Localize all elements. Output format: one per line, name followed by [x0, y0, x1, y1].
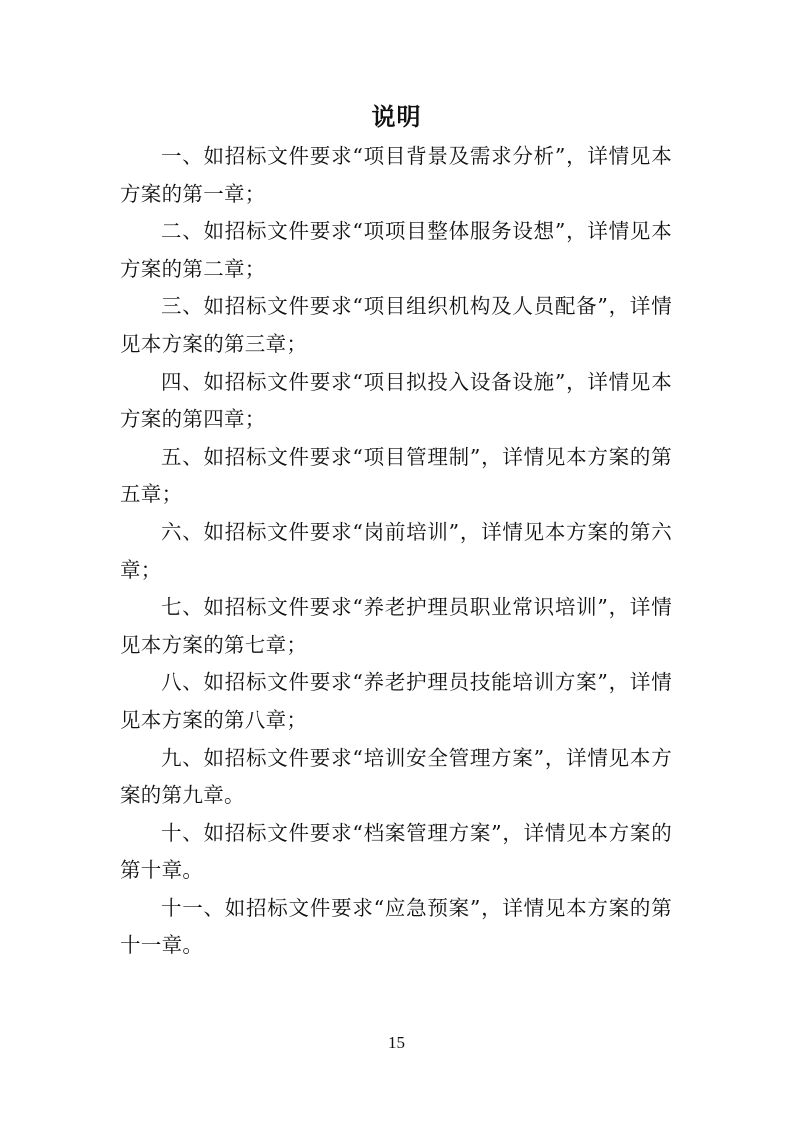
paragraph-8: 八、如招标文件要求“养老护理员技能培训方案”，详情见本方案的第八章；: [120, 670, 672, 732]
paragraph-10: 十、如招标文件要求“档案管理方案”，详情见本方案的第十章。: [120, 820, 672, 883]
paragraph-5: 五、如招标文件要求“项目管理制”，详情见本方案的第五章；: [120, 444, 672, 507]
paragraph-6: 六、如招标文件要求“岗前培训”，详情见本方案的第六章；: [120, 519, 672, 582]
page-title: 说明: [371, 103, 422, 131]
paragraph-9: 九、如招标文件要求“培训安全管理方案”，详情见本方案的第九章。: [120, 745, 672, 808]
paragraph-3: 三、如招标文件要求“项目组织机构及人员配备”，详情见本方案的第三章；: [120, 294, 672, 356]
paragraph-11: 十一、如招标文件要求“应急预案”，详情见本方案的第十一章。: [120, 895, 672, 958]
paragraph-4: 四、如招标文件要求“项目拟投入设备设施”，详情见本方案的第四章；: [120, 369, 672, 432]
paragraph-7: 七、如招标文件要求“养老护理员职业常识培训”，详情见本方案的第七章；: [120, 595, 672, 657]
document-body: [120, 138, 672, 965]
paragraph-2: 二、如招标文件要求“项项目整体服务设想”，详情见本方案的第二章；: [120, 219, 672, 281]
page-number: 15: [388, 1033, 405, 1052]
paragraph-1: 一、如招标文件要求“项目背景及需求分析”，详情见本方案的第一章；: [120, 144, 672, 206]
